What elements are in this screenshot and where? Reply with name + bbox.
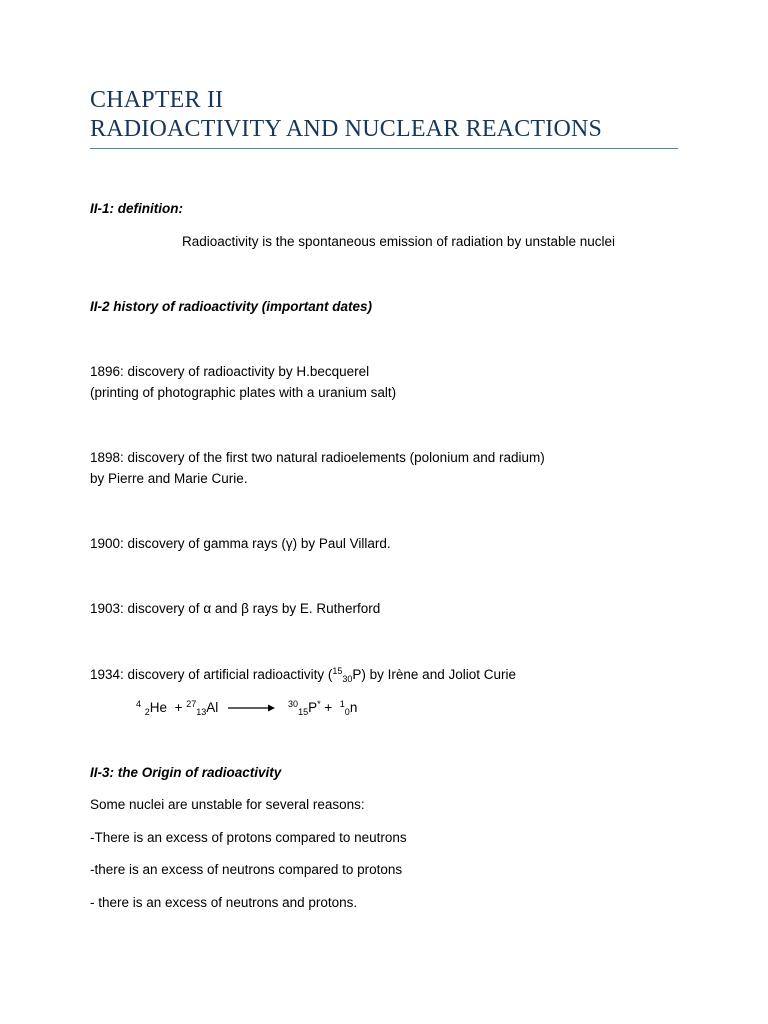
origin-reason: -there is an excess of neutrons compared to protons — [90, 862, 403, 877]
phosphorus-symbol: P — [352, 667, 362, 682]
event-1900: 1900: discovery of gamma rays (γ) by Paul Villard. — [90, 536, 391, 551]
event-1898-line1: 1898: discovery of the first two natural radioelements (polonium and radium) — [90, 450, 545, 465]
helium-mass: 4 — [136, 699, 142, 709]
origin-reason: -There is an excess of protons compared to neutrons — [90, 830, 407, 845]
neutron-number: 0 — [344, 707, 350, 717]
reaction-arrow-icon — [228, 703, 276, 713]
neutron-mass: 1 — [339, 699, 345, 709]
plus-sign-2: + — [324, 700, 333, 715]
section-3-heading: II-3: the Origin of radioactivity — [90, 765, 282, 780]
phosphorus-mass: 15 — [332, 666, 343, 676]
aluminium-number: 13 — [196, 707, 207, 717]
phosphorus-number: 30 — [342, 674, 353, 684]
origin-intro: Some nuclei are unstable for several reasons: — [90, 797, 365, 812]
event-1898-line2: by Pierre and Marie Curie. — [90, 471, 248, 486]
event-1896-line1: 1896: discovery of radioactivity by H.becquerel — [90, 364, 370, 379]
definition-text: Radioactivity is the spontaneous emission of radiation by unstable nuclei — [182, 234, 616, 249]
helium-number: 2 — [144, 707, 150, 717]
event-1896-line2: (printing of photographic plates with a uranium salt) — [90, 385, 397, 400]
title-divider — [90, 148, 678, 149]
neutron-symbol: n — [349, 700, 358, 715]
aluminium-mass: 27 — [186, 699, 197, 709]
chapter-title: RADIOACTIVITY AND NUCLEAR REACTIONS — [90, 116, 603, 142]
phosphorus30-mass: 30 — [288, 699, 299, 709]
section-2-heading: II-2 history of radioactivity (important dates) — [90, 299, 373, 314]
aluminium-symbol: Al — [206, 700, 219, 715]
event-1934-suffix: ) by Irène and Joliot Curie — [361, 667, 516, 682]
origin-reason: - there is an excess of neutrons and protons. — [90, 895, 358, 910]
event-1934 — [90, 664, 516, 685]
nuclear-reaction — [136, 697, 357, 718]
phosphorus30-number: 15 — [298, 707, 309, 717]
excited-marker: * — [317, 699, 321, 709]
chapter-number: CHAPTER II — [90, 87, 224, 113]
helium-symbol: He — [149, 700, 168, 715]
plus-sign: + — [174, 700, 183, 715]
section-1-heading: II-1: definition: — [90, 201, 183, 216]
event-1903: 1903: discovery of α and β rays by E. Rutherford — [90, 601, 381, 616]
event-1934-prefix: 1934: discovery of artificial radioactivity ( — [90, 667, 333, 682]
phosphorus30-symbol: P — [308, 700, 318, 715]
